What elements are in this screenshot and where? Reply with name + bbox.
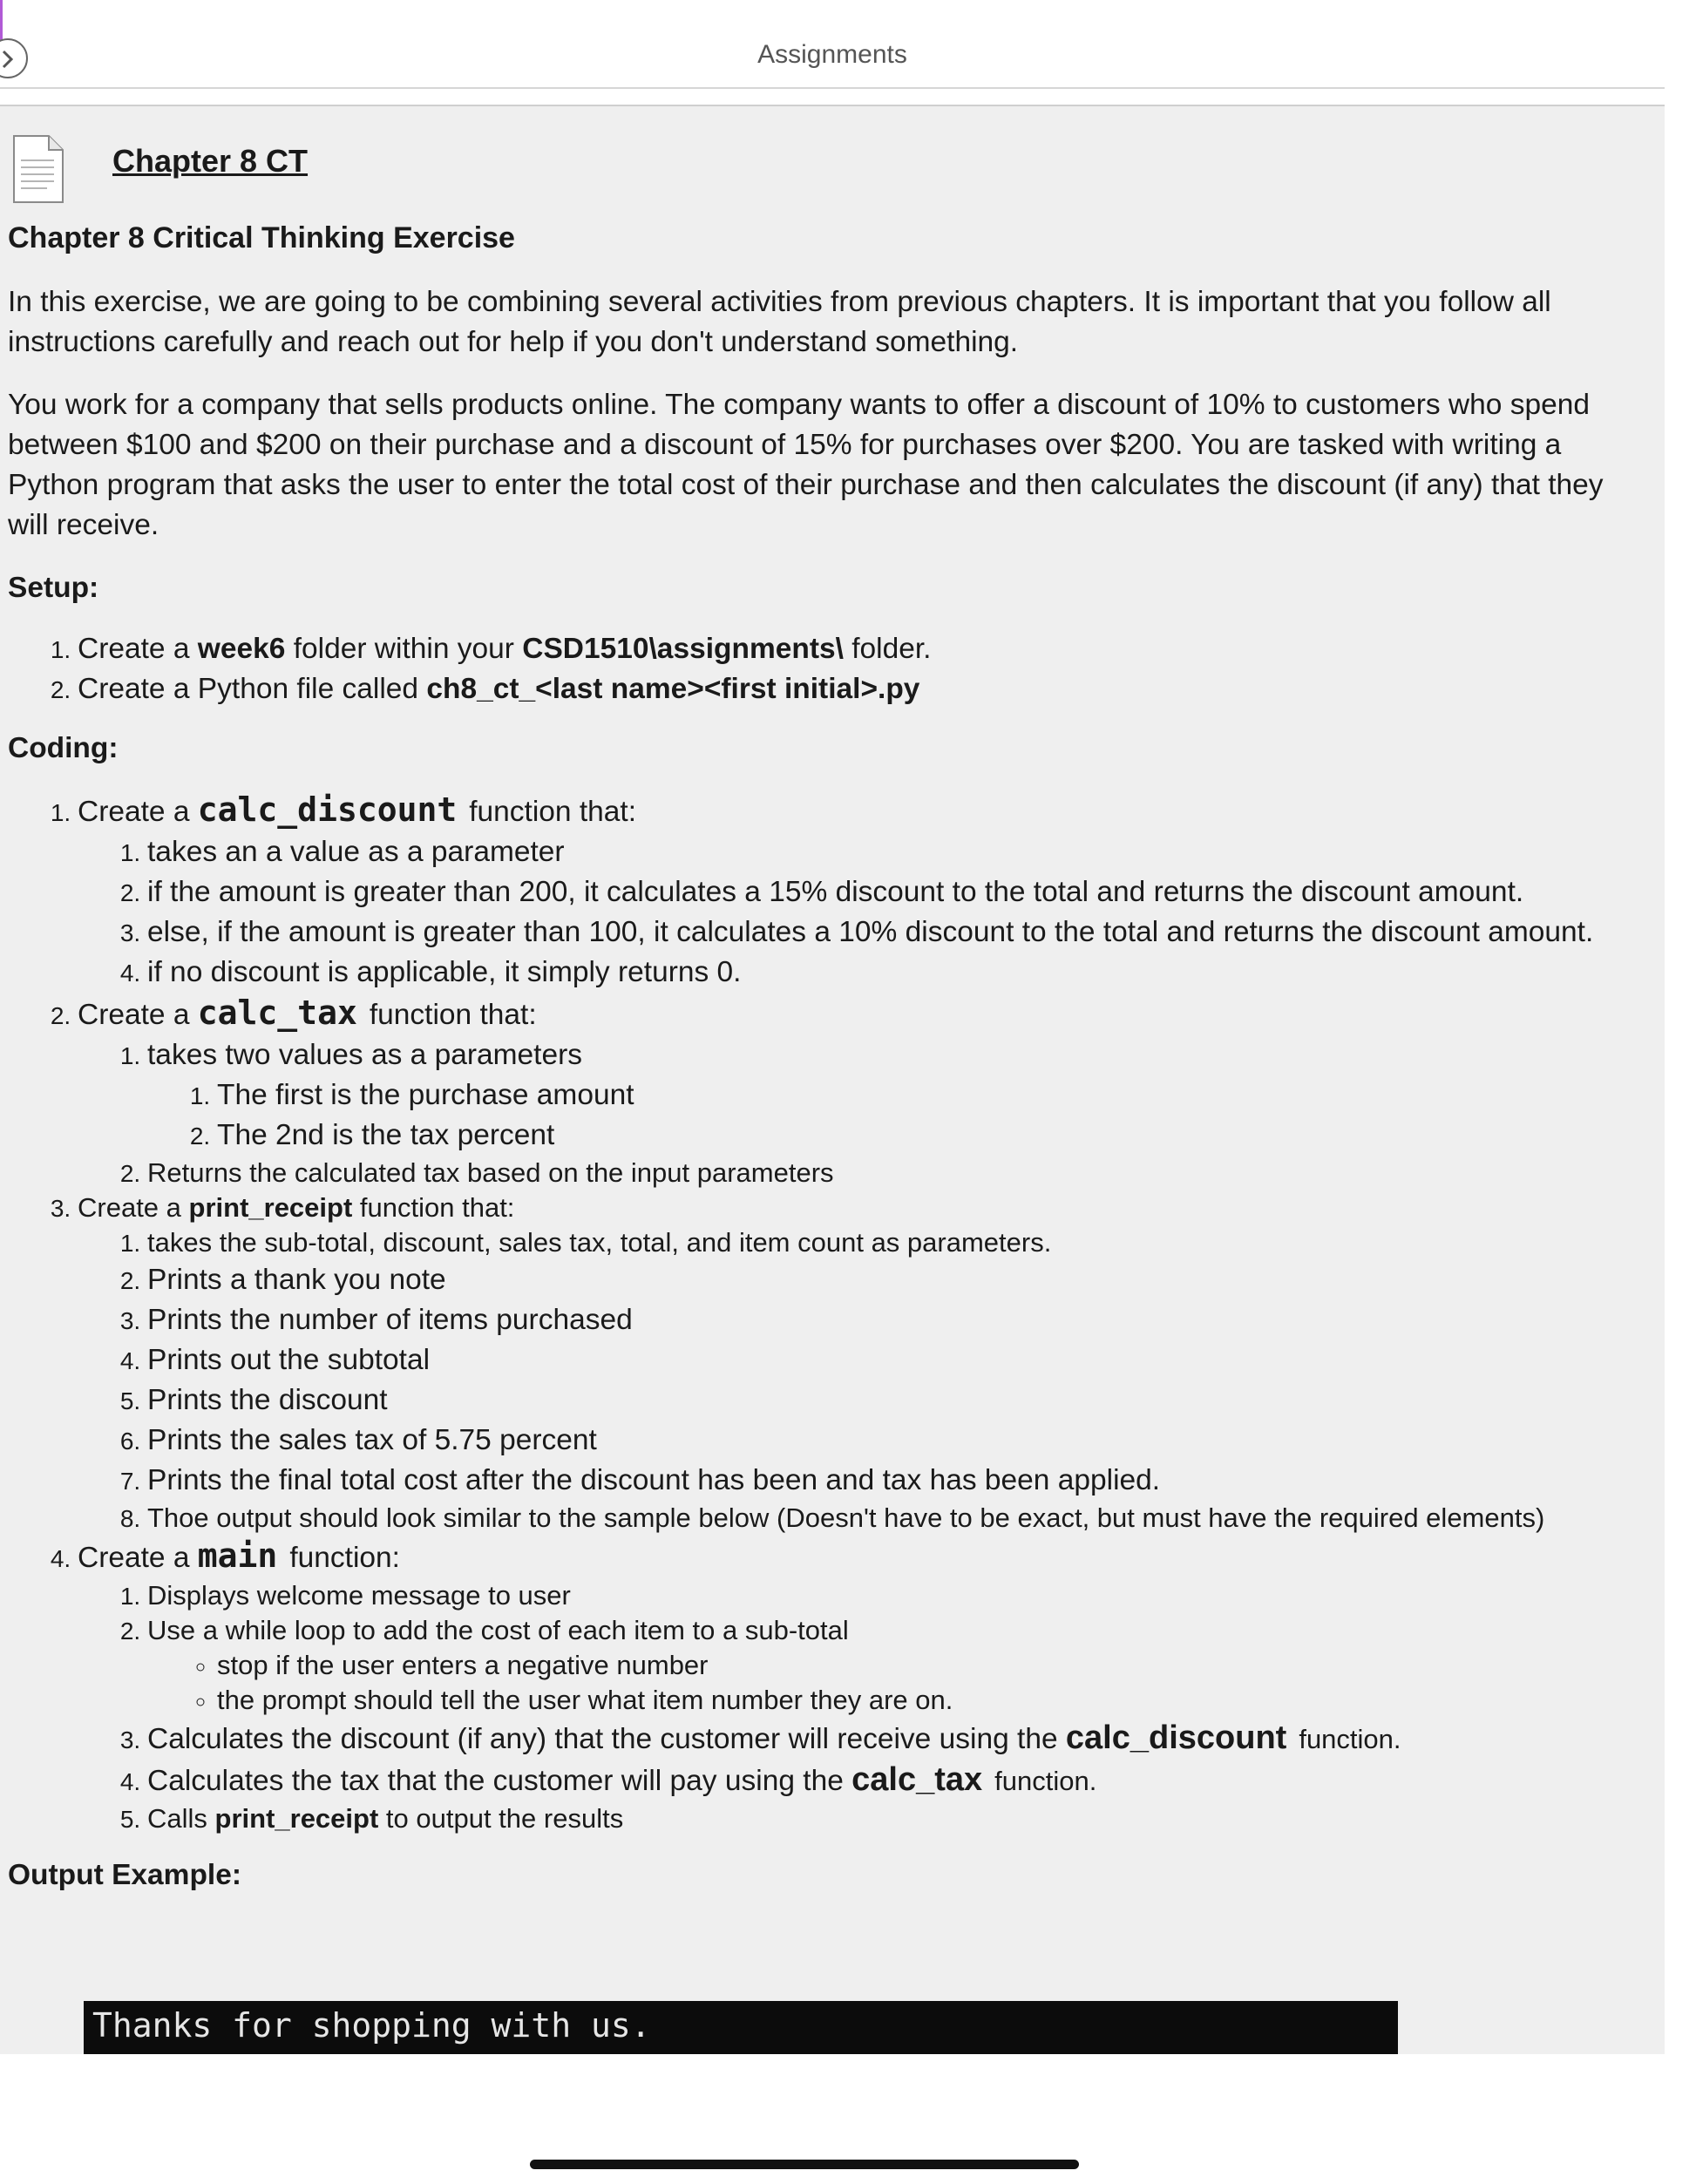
sub-list xyxy=(78,1578,1646,1836)
list-item: 1. takes two values as a parameters 1. The first is the purchase amount 2. The 2nd is the tax percent xyxy=(147,1035,1646,1156)
scenario-paragraph: You work for a company that sells products online. The company wants to offer a discount of 10% to customers who spend between $100 and $200 on their purchase and a discount of 15% for purchases over $200. You are tasked with writing a Python program that asks the user to enter the total cost of their purchase and then calculates the discount (if any) that they will receive. xyxy=(8,389,1604,541)
list-item: 3. Prints the number of items purchased xyxy=(147,1300,1646,1340)
list-item: 7. Prints the final total cost after the discount has been and tax has been applied. xyxy=(147,1461,1646,1501)
exercise-heading: Chapter 8 Critical Thinking Exercise xyxy=(8,221,515,254)
list-item: 3. Calculates the discount (if any) that the customer will receive using the calc_discount function. xyxy=(147,1718,1646,1760)
setup-label: Setup: xyxy=(8,572,99,604)
list-item: 1. Create a calc_discount function that: 1. takes an a value as a parameter 2. if the amount is greater than 200, it calculates a 15% discount to the total and returns the discount amount. 3. else, if the amount is greater than 100, it calculates a 10% discount to the total and returns the discount amount. 4. if no discount is applicable, it simply returns 0. xyxy=(78,790,1646,993)
sub-list xyxy=(78,832,1646,993)
list-item: 1. takes an a value as a parameter xyxy=(147,832,1646,872)
list-item: 3. Create a print_receipt function that: 1. takes the sub-total, discount, sales tax, total, and item count as parameters. 2. Prints a thank you note 3. Prints the number of items purchased 4. Prints out the subtotal 5. Prints the discount 6. Prints the sales tax of 5.75 percent 7. Prints the final total cost after the discount has been and tax has been applied. 8. Thoe output should look similar to the sample below (Doesn't have to be exact, but must have the required elements) xyxy=(78,1190,1646,1536)
list-item: 4. Calculates the tax that the customer will pay using the calc_tax function. xyxy=(147,1760,1646,1801)
list-item: 2. The 2nd is the tax percent xyxy=(217,1116,1646,1156)
list-item: 3. else, if the amount is greater than 100, it calculates a 10% discount to the total and returns the discount amount. xyxy=(147,912,1646,953)
list-item: 2. Create a Python file called ch8_ct_<last name><first initial>.py xyxy=(78,669,1646,709)
coding-label: Coding: xyxy=(8,732,119,764)
sub-sub-list xyxy=(147,1075,1646,1156)
list-item: 2. Use a while loop to add the cost of each item to a sub-total ◦ stop if the user enters a negative number ◦ the prompt should tell the user what item number they are on. xyxy=(147,1613,1646,1718)
list-item: 2. Create a calc_tax function that: 1. takes two values as a parameters 1. The first is the purchase amount 2. The 2nd is the tax percent 2. Returns the calculated tax based on the input parameters xyxy=(78,993,1646,1190)
list-item: 4. if no discount is applicable, it simply returns 0. xyxy=(147,953,1646,993)
setup-list xyxy=(8,629,1646,709)
list-item: 2. if the amount is greater than 200, it calculates a 15% discount to the total and returns the discount amount. xyxy=(147,872,1646,912)
output-example-label: Output Example: xyxy=(8,1859,242,1891)
list-item: 5. Prints the discount xyxy=(147,1380,1646,1421)
list-item: 1. takes the sub-total, discount, sales tax, total, and item count as parameters. xyxy=(147,1225,1646,1260)
list-item: 2. Returns the calculated tax based on the input parameters xyxy=(147,1156,1646,1190)
bullet-list xyxy=(147,1648,1646,1718)
list-item: 8. Thoe output should look similar to the sample below (Doesn't have to be exact, but must have the required elements) xyxy=(147,1501,1646,1536)
sub-list xyxy=(78,1225,1646,1536)
page-title: Assignments xyxy=(757,40,907,69)
home-indicator[interactable] xyxy=(530,2160,1079,2169)
terminal-line: Thanks for shopping with us. xyxy=(92,2006,651,2045)
list-item: ◦ stop if the user enters a negative number xyxy=(217,1648,1646,1683)
list-item: 4. Create a main function: 1. Displays welcome message to user 2. Use a while loop to add the cost of each item to a sub-total ◦ stop if the user enters a negative number ◦ the prompt should tell the user what item number they are on. 3. Calculates the discount (if any) that the customer will receive using the calc_discount function. 4. Calculates the tax that the customer will pay using the calc_tax function. 5. Calls print_receipt to output the results xyxy=(78,1536,1646,1836)
list-item: 1. Create a week6 folder within your CSD1510\assignments\ folder. xyxy=(78,629,1646,669)
app-header xyxy=(0,0,1665,89)
list-item: 1. The first is the purchase amount xyxy=(217,1075,1646,1116)
list-item: 2. Prints a thank you note xyxy=(147,1260,1646,1300)
list-item: ◦ the prompt should tell the user what item number they are on. xyxy=(217,1683,1646,1718)
list-item: 4. Prints out the subtotal xyxy=(147,1340,1646,1380)
content-panel xyxy=(0,106,1665,2054)
sub-list xyxy=(78,1035,1646,1190)
intro-paragraph: In this exercise, we are going to be combining several activities from previous chapters. It is important that you follow all instructions carefully and reach out for help if you don't understand something. xyxy=(8,286,1551,358)
list-item: 5. Calls print_receipt to output the results xyxy=(147,1801,1646,1836)
list-item: 6. Prints the sales tax of 5.75 percent xyxy=(147,1421,1646,1461)
list-item: 1. Displays welcome message to user xyxy=(147,1578,1646,1613)
assignment-body xyxy=(8,218,1646,1916)
output-example-image xyxy=(84,2001,1398,2054)
coding-list xyxy=(8,790,1646,1836)
assignment-title-link[interactable]: Chapter 8 CT xyxy=(112,143,309,179)
document-icon xyxy=(12,134,64,204)
